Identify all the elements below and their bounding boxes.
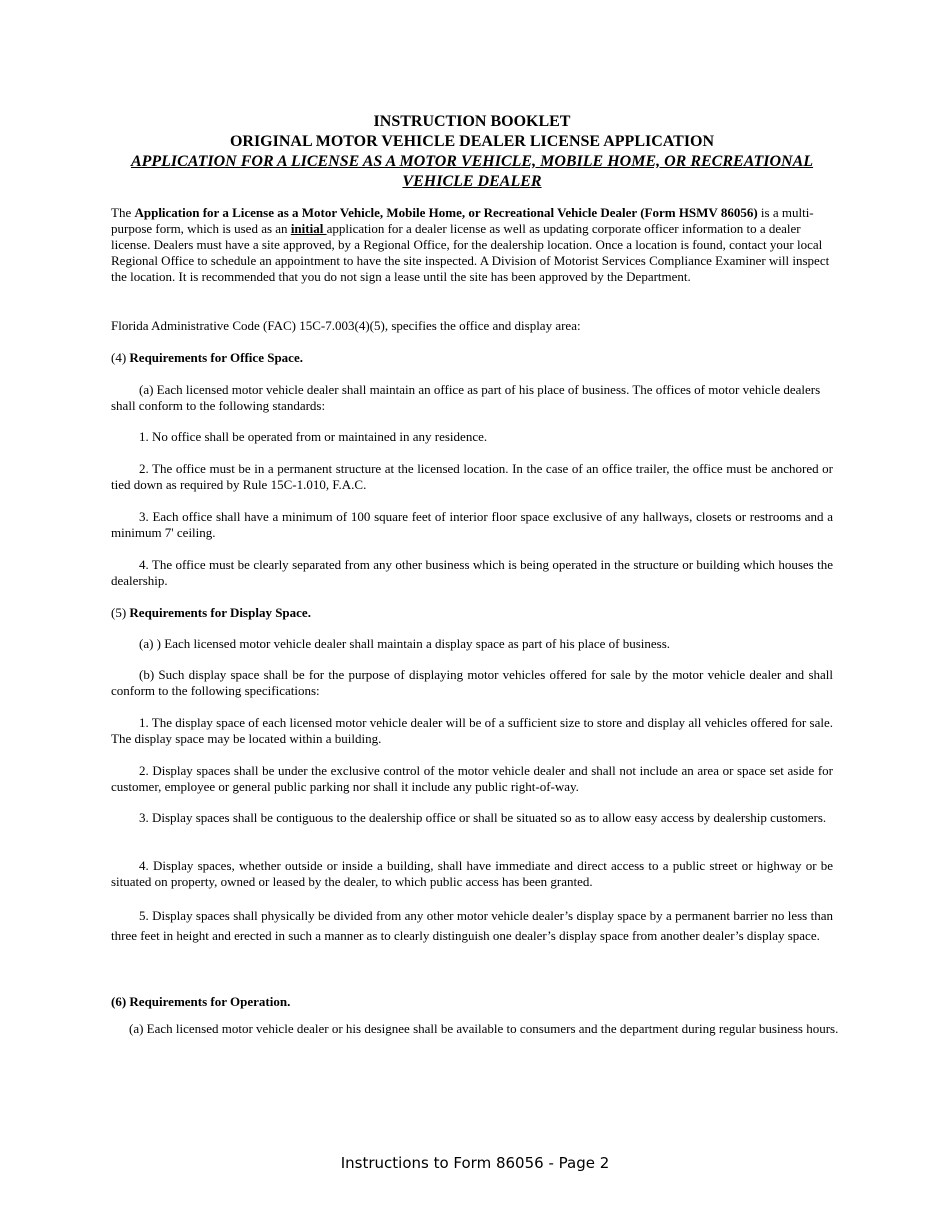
display-item-3: 3. Display spaces shall be contiguous to the dealership office or shall be situated so as to allow easy access by dealership customers. [139, 810, 827, 825]
document-header [111, 112, 833, 192]
display-item-1: 1. The display space of each licensed motor vehicle dealer will be of a sufficient size to store and display all vehicles offered for sale. The display space may be located within a building. [111, 715, 833, 746]
office-item-3: 3. Each office shall have a minimum of 100 square feet of interior floor space exclusive of any hallways, closets or restrooms and a minimum 7' ceiling. [111, 509, 833, 540]
page-footer: Instructions to Form 86056 - Page 2 [340, 1154, 610, 1172]
license-type-title: APPLICATION FOR A LICENSE AS A MOTOR VEHICLE, MOBILE HOME, OR RECREATIONAL VEHICLE DEALER [130, 153, 814, 190]
display-item-a: (a) ) Each licensed motor vehicle dealer shall maintain a display space as part of his place of business. [139, 636, 671, 651]
initial-emphasis: initial [290, 221, 327, 236]
operation-item-a: (a) Each licensed motor vehicle dealer or his designee shall be available to consumers and the department during regular business hours. [129, 1021, 839, 1036]
office-section-heading: (4) Requirements for Office Space. [111, 350, 303, 365]
operation-section-heading: (6) Requirements for Operation. [111, 994, 291, 1009]
booklet-title: INSTRUCTION BOOKLET [373, 113, 571, 130]
display-section-heading: (5) Requirements for Display Space. [111, 605, 311, 620]
office-item-4: 4. The office must be clearly separated from any other business which is being operated in the structure or building which houses the dealership. [111, 557, 833, 588]
application-title: ORIGINAL MOTOR VEHICLE DEALER LICENSE APPLICATION [229, 133, 715, 150]
office-item-1: 1. No office shall be operated from or maintained in any residence. [139, 429, 488, 444]
form-name: Application for a License as a Motor Vehicle, Mobile Home, or Recreational Vehicle Dealer (Form HSMV 86056) [134, 205, 758, 220]
display-item-5: 5. Display spaces shall physically be divided from any other motor vehicle dealer’s display space by a permanent barrier no less than three feet in height and erected in such a manner as to clearly distinguish one dealer’s display space from another dealer’s display space. [111, 908, 833, 943]
display-item-4: 4. Display spaces, whether outside or inside a building, shall have immediate and direct access to a public street or highway or be situated on property, owned or leased by the dealer, to which public access has been granted. [111, 858, 833, 889]
intro-paragraph: The Application for a License as a Motor Vehicle, Mobile Home, or Recreational Vehicle Dealer (Form HSMV 86056) is a multi-purpose form, which is used as an initial application for a dealer license as well as updating corporate officer information to a dealer license. Dealers must have a site approved, by a Regional Office, for the dealership location. Once a location is found, contact your local Regional Office to schedule an appointment to have the site inspected. A Division of Motorist Services Compliance Examiner will inspect the location. It is recommended that you do not sign a lease until the site has been approved by the Department. [111, 205, 830, 284]
display-item-2: 2. Display spaces shall be under the exclusive control of the motor vehicle dealer and shall not include an area or space set aside for customer, employee or general public parking nor shall it include any public right-of-way. [111, 763, 833, 794]
office-item-2: 2. The office must be in a permanent structure at the licensed location. In the case of an office trailer, the office must be anchored or tied down as required by Rule 15C-1.010, F.A.C. [111, 461, 833, 492]
office-item-a: (a) Each licensed motor vehicle dealer shall maintain an office as part of his place of business. The offices of motor vehicle dealers shall conform to the following standards: [111, 382, 821, 413]
fac-reference: Florida Administrative Code (FAC) 15C-7.003(4)(5), specifies the office and display area: [111, 318, 581, 333]
display-item-b: (b) Such display space shall be for the purpose of displaying motor vehicles offered for sale by the motor vehicle dealer and shall conform to the following specifications: [111, 667, 833, 698]
